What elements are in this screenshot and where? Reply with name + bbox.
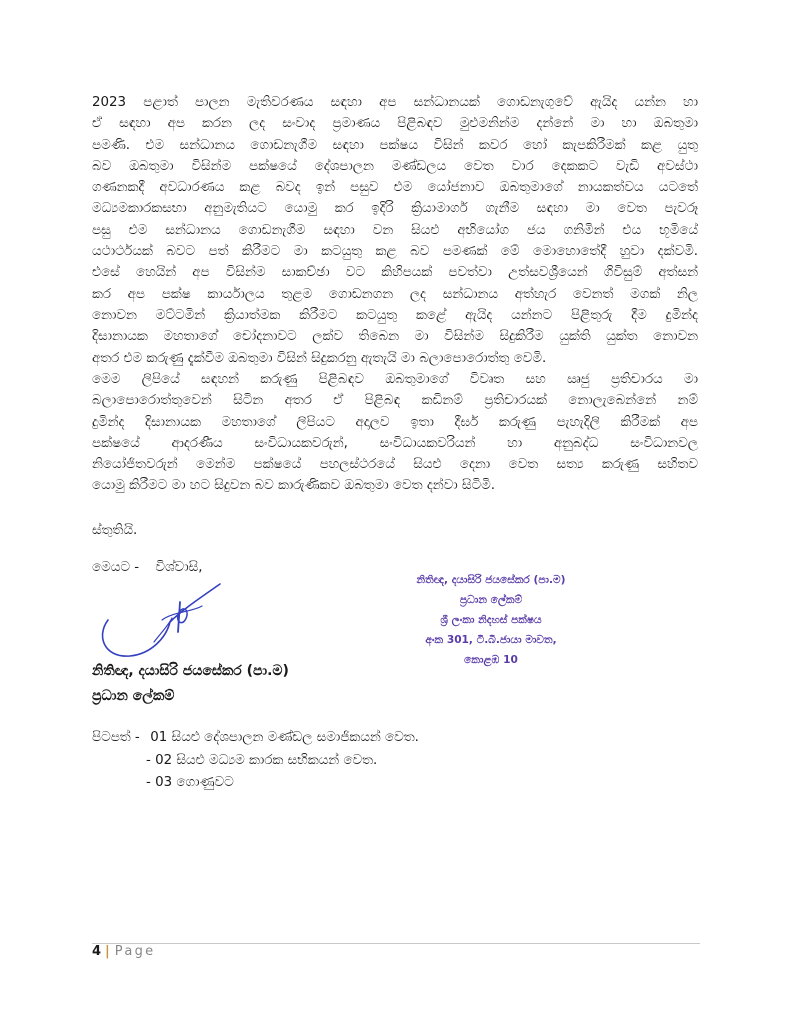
letter-paragraph-1 (92, 92, 698, 369)
paragraph-line: බලාපොරොත්තුවෙන් සිටින අතර ඒ පිළිබඳ කඩිනම් ප්‍රතිචාරයක් නොලැබෙන්නේ නම් (92, 393, 698, 409)
stamp-line: කොළඹ 10 (464, 654, 518, 666)
paragraph-line: ගණනකදී අවධාරණය කළ බවද ඉන් පසුව එම යෝජනාව ඔබතුමාගේ නායකත්වය යටතේ (92, 180, 698, 196)
footer-separator: | (105, 944, 110, 959)
stamp-line: අංක 301, ටී.බී.ජායා මාවත, (425, 634, 557, 646)
copy-recipient: 02 සියළු මධ්‍යම කාරක සභිකයන් වෙත. (155, 752, 378, 768)
copy-recipient: 01 සියළු දේශපාලන මණ්ඩල සමාජිකයන් වෙත. (150, 730, 419, 745)
footer-divider (92, 943, 700, 944)
closing-text: විශ්වාසි, (155, 560, 203, 575)
paragraph-line: මෙම ලිපියේ සඳහන් කරුණු පිළිබඳව ඔබතුමාගේ විවෘත සහ ඍජු ප්‍රතිචාරය මා (92, 372, 698, 387)
paragraph-line: කර අප පක්ෂ කාර්යාලය තුළම ගොඩනගන ලද සන්ධානය අත්හැර වෙනත් මගක් නිල (92, 286, 698, 302)
page-number: 4 (92, 944, 102, 959)
paragraph-line: පමණි. එම සන්ධානය ගොඩනැගීම සඳහා පක්ෂය විසින් කවර හෝ කැපකිරීමක් කළ යුතු (92, 137, 698, 153)
signatory-title: ප්‍රධාන ලේකම් (92, 688, 175, 704)
paragraph-line: පසු එම සන්ධානය ගොඩනැගීම සඳහා වන සියළු අභියෝග ජය ගනිමින් එය භූමියේ (92, 222, 698, 238)
paragraph-line: නියෝජිතවරුන් මෙන්ම පක්ෂයේ පහලස්ථරයේ සියළු දෙනා වෙත සත්‍ය කරුණු සහිතව (92, 457, 698, 473)
paragraph-line: යොමු කිරීමට මා හට සිදුවන බව කාරුණිකව ඔබතුමා වෙත දන්වා සිටිමි. (92, 478, 496, 494)
copies-list (92, 727, 419, 795)
paragraph-line: 2023 පළාත් පාලන මැතිවරණය සඳහා අප සන්ධානයක් ගොඩනැගුවේ ඇයිද යන්න හා (92, 95, 698, 110)
copies-label: පිටපත් - (92, 730, 140, 745)
letter-paragraph-2 (92, 369, 698, 497)
paragraph-line: බව ඔබතුමා විසින්ම පක්ෂයේ දේශපාලන මණ්ඩලය වෙත වාර දෙකකට වැඩි අවස්ථා (92, 158, 698, 174)
thanks-line: ස්තුතියි. (92, 523, 138, 538)
paragraph-line: අතර එම කරුණු දැක්වීම ඔබතුමා විසින් සිදුකරනු ඇතැයි මා බලාපොරොත්තු වෙමි. (92, 350, 547, 366)
paragraph-line: එසේ හෙයින් අප විසින්ම සාකච්ඡා වට කිහිපයක් පවත්වා උත්සවශ්‍රීයෙන් ගිවිසුම් අත්සන් (92, 265, 698, 281)
copy-recipient: 03 ගොණුවට (155, 775, 234, 790)
list-item (92, 727, 419, 750)
official-stamp (376, 570, 606, 670)
paragraph-line: දිසානායක මහතාගේ චෝදනාවට ලක්ව තිබෙන මා විසින්ම සිදුකිරීම යුක්ති යුක්ත නොවන (92, 329, 698, 345)
page-label: Page (114, 944, 156, 959)
list-item: - 03 ගොණුවට (146, 775, 234, 790)
paragraph-line: යථාර්ථයක් බවට පත් කිරීමට මා කටයුතු කළ බව පමණක් මේ මොහොතේදී හුවා දක්වමි. (92, 244, 698, 260)
signatory-name: නිතිඥ, දයාසිරි ජයසේකර (පා.ම) (92, 663, 289, 679)
paragraph-line: මධ්‍යමකාරකසභා අනුමැතියට යොමු කර ඉදිරි ක්‍රියාමාර්ග ගැනීම සඳහා මා වෙත පැවරූ (92, 201, 698, 217)
paragraph-line: පක්ෂයේ ආදරණීය සංවිධායකවරුන්, සංවිධායකවරියන් හා අනුබද්ධ සංවිධානවල (92, 435, 698, 451)
stamp-line: නිතිඥ, දයාසිරි ජයසේකර (පා.ම) (416, 574, 566, 586)
closing-line (92, 558, 202, 578)
stamp-line: ශ්‍රී ලංකා නිදහස් පක්ෂය (440, 614, 542, 626)
stamp-line: ප්‍රධාන ලේකම් (459, 594, 523, 606)
page-footer (92, 944, 155, 960)
paragraph-line: නොවන මට්ටමින් ක්‍රියාත්මක කිරීමට කටයුතු කළේ ඇයිද යන්නට පිළිතුරු දීම දුමින්ද (92, 307, 698, 323)
list-item: - 02 සියළු මධ්‍යම කාරක සභිකයන් වෙත. (146, 752, 378, 768)
paragraph-line: ඒ සඳහා අප කරන ලද සංවාද ප්‍රමාණය පිළිබඳව මුළුමනින්ම දන්නේ මා හා ඔබතුමා (92, 116, 698, 132)
closing-label: මෙයට - (92, 560, 140, 575)
paragraph-line: දුමින්ද දිසානායක මහතාගේ ලිපියට අදාලව ඉතා දීර්ඝ කරුණු පැහැදිලි කිරීමක් අප (92, 414, 698, 430)
handwritten-signature (96, 576, 246, 666)
